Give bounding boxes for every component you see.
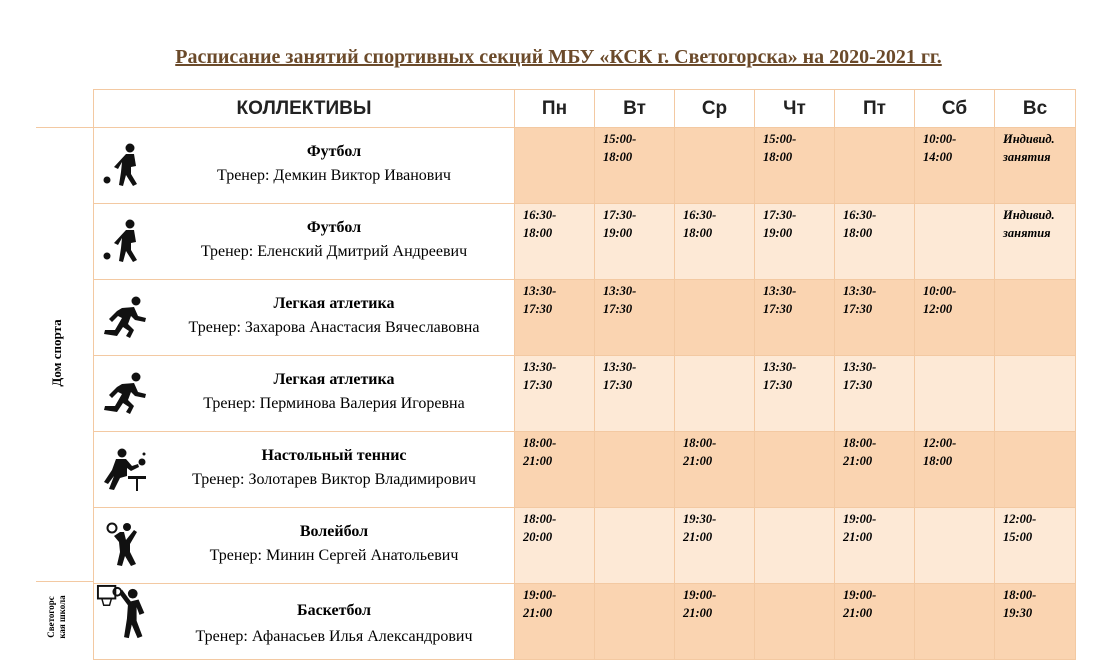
schedule-row: [94, 508, 1076, 584]
coach-name: Тренер: Минин Сергей Анатольевич: [209, 547, 459, 564]
time-slot-sun: Индивид. занятия: [995, 204, 1076, 280]
time-slot-fri: 18:00- 21:00: [835, 432, 915, 508]
schedule-row: [94, 204, 1076, 280]
header-day-fri: Пт: [835, 90, 915, 128]
time-slot-sun: [995, 280, 1076, 356]
sport-name: Легкая атлетика: [273, 295, 395, 312]
header-day-mon: Пн: [515, 90, 595, 128]
schedule-row: [94, 128, 1076, 204]
runner-icon: [100, 294, 148, 342]
time-slot-mon: 13:30- 17:30: [515, 356, 595, 432]
time-slot-mon: 13:30- 17:30: [515, 280, 595, 356]
time-slot-mon: 18:00- 20:00: [515, 508, 595, 584]
time-slot-sat: 10:00- 14:00: [915, 128, 995, 204]
coach-name: Тренер: Золотарев Виктор Владимирович: [192, 471, 476, 488]
time-slot-thu: 15:00- 18:00: [755, 128, 835, 204]
schedule-row: [94, 280, 1076, 356]
time-slot-sun: 12:00- 15:00: [995, 508, 1076, 584]
time-slot-fri: 19:00- 21:00: [835, 584, 915, 660]
time-slot-wed: 18:00- 21:00: [675, 432, 755, 508]
time-slot-thu: [755, 432, 835, 508]
group-divider-top: [36, 127, 94, 128]
football-icon: [100, 142, 148, 190]
time-slot-wed: [675, 356, 755, 432]
time-slot-sat: 10:00- 12:00: [915, 280, 995, 356]
time-slot-wed: [675, 280, 755, 356]
time-slot-mon: 19:00- 21:00: [515, 584, 595, 660]
time-slot-fri: 16:30- 18:00: [835, 204, 915, 280]
header-collectives: КОЛЛЕКТИВЫ: [94, 90, 515, 128]
schedule-table: [93, 89, 1076, 660]
time-slot-sat: [915, 356, 995, 432]
time-slot-thu: 13:30- 17:30: [755, 280, 835, 356]
time-slot-sun: [995, 432, 1076, 508]
time-slot-wed: 19:00- 21:00: [675, 584, 755, 660]
collective-cell: [94, 204, 515, 280]
sport-name: Легкая атлетика: [273, 371, 395, 388]
time-slot-wed: [675, 128, 755, 204]
coach-name: Тренер: Перминова Валерия Игоревна: [203, 395, 465, 412]
sport-name: Настольный теннис: [261, 447, 407, 464]
time-slot-tue: [595, 432, 675, 508]
basketball-icon: [100, 598, 148, 646]
sport-name: Волейбол: [299, 523, 369, 540]
sport-name: Баскетбол: [296, 602, 371, 619]
group-label-sports-house: Дом спорта: [49, 319, 64, 387]
time-slot-thu: 13:30- 17:30: [755, 356, 835, 432]
coach-name: Тренер: Еленский Дмитрий Андреевич: [200, 243, 468, 260]
time-slot-tue: 13:30- 17:30: [595, 356, 675, 432]
time-slot-fri: [835, 128, 915, 204]
football-icon: [100, 218, 148, 266]
header-day-tue: Вт: [595, 90, 675, 128]
time-slot-sat: [915, 584, 995, 660]
sport-name: Футбол: [306, 219, 362, 236]
collective-cell: [94, 508, 515, 584]
header-day-sun: Вс: [995, 90, 1076, 128]
sport-name: Футбол: [306, 143, 362, 160]
time-slot-thu: [755, 584, 835, 660]
time-slot-fri: 19:00- 21:00: [835, 508, 915, 584]
time-slot-mon: 18:00- 21:00: [515, 432, 595, 508]
group-label-school: [46, 582, 68, 652]
table-tennis-icon: [100, 446, 148, 494]
coach-name: Тренер: Демкин Виктор Иванович: [217, 167, 451, 184]
coach-name: Тренер: Захарова Анастасия Вячеславовна: [188, 319, 480, 336]
collective-cell: [94, 356, 515, 432]
time-slot-fri: 13:30- 17:30: [835, 280, 915, 356]
time-slot-sun: 18:00- 19:30: [995, 584, 1076, 660]
time-slot-wed: 16:30- 18:00: [675, 204, 755, 280]
time-slot-tue: [595, 508, 675, 584]
time-slot-sun: [995, 356, 1076, 432]
runner-icon: [100, 370, 148, 418]
time-slot-tue: 13:30- 17:30: [595, 280, 675, 356]
time-slot-tue: [595, 584, 675, 660]
group-label-school-line1: Светогорс: [46, 596, 56, 638]
time-slot-thu: [755, 508, 835, 584]
time-slot-sun: Индивид. занятия: [995, 128, 1076, 204]
time-slot-sat: 12:00- 18:00: [915, 432, 995, 508]
time-slot-tue: 17:30- 19:00: [595, 204, 675, 280]
schedule-row: [94, 356, 1076, 432]
header-day-thu: Чт: [755, 90, 835, 128]
time-slot-fri: 13:30- 17:30: [835, 356, 915, 432]
collective-cell: [94, 280, 515, 356]
time-slot-mon: [515, 128, 595, 204]
header-row: [94, 90, 1076, 128]
collective-cell: [94, 432, 515, 508]
header-day-wed: Ср: [675, 90, 755, 128]
time-slot-sat: [915, 204, 995, 280]
schedule-row: [94, 584, 1076, 660]
header-day-sat: Сб: [915, 90, 995, 128]
time-slot-tue: 15:00- 18:00: [595, 128, 675, 204]
time-slot-sat: [915, 508, 995, 584]
coach-name: Тренер: Афанасьев Илья Александрович: [195, 628, 473, 645]
collective-cell: [94, 128, 515, 204]
time-slot-mon: 16:30- 18:00: [515, 204, 595, 280]
collective-cell: [94, 584, 515, 660]
group-label-school-line2: кая школа: [57, 595, 67, 639]
page-title: Расписание занятий спортивных секций МБУ «КСК г. Светогорска» на 2020-2021 гг.: [175, 46, 942, 68]
volleyball-icon: [100, 522, 148, 570]
time-slot-wed: 19:30- 21:00: [675, 508, 755, 584]
time-slot-thu: 17:30- 19:00: [755, 204, 835, 280]
schedule-row: [94, 432, 1076, 508]
